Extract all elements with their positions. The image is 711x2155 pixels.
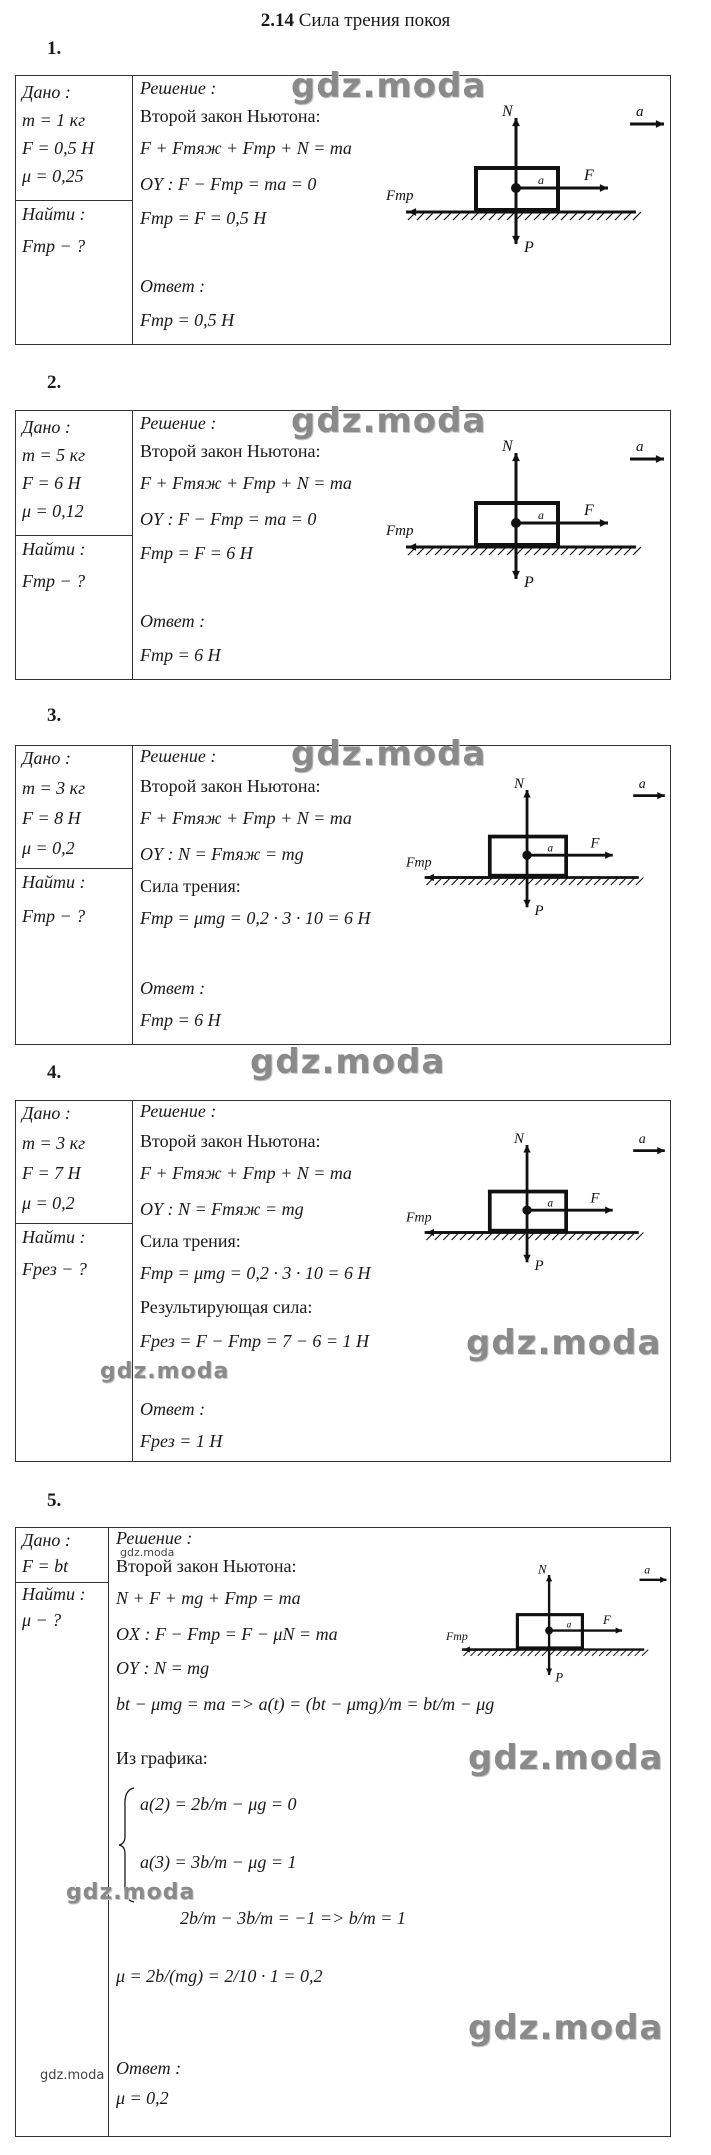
applied-force-arrow-head: [600, 184, 608, 192]
find-divider: [16, 868, 132, 869]
center-of-mass: [522, 851, 531, 860]
applied-force-label: F: [584, 502, 594, 519]
weight-arrow-head: [523, 1255, 530, 1263]
solution-line: Fтр = F = 6 Н: [140, 543, 253, 563]
problem-5-label: 5.: [47, 1490, 62, 1511]
solution-line: Второй закон Ньютона:: [140, 1131, 321, 1151]
given-head: Дано :: [22, 82, 71, 102]
acceleration-arrow-head: [657, 1147, 665, 1154]
weight-label: P: [534, 902, 544, 919]
normal-force-arrow-head: [523, 790, 530, 798]
applied-force-label: F: [590, 1190, 600, 1207]
friction-force-label: Fтр: [386, 523, 414, 539]
friction-force-label: Fтр: [406, 855, 432, 871]
given-line: m = 3 кг: [22, 778, 86, 798]
solution-line: N + F + mg + Fтр = ma: [116, 1588, 301, 1608]
watermark: gdz.moda: [468, 1738, 664, 1778]
acceleration-label: a: [636, 439, 644, 455]
solution-line: Сила трения:: [140, 876, 241, 896]
watermark: gdz.moda: [468, 2008, 664, 2048]
solution-line: a(2) = 2b/m − μg = 0: [140, 1794, 297, 1814]
acceleration-label: a: [636, 104, 644, 120]
weight-label: P: [534, 1257, 544, 1274]
solution-line: OX : F − Fтр = F − μN = ma: [116, 1624, 338, 1644]
find-divider: [16, 200, 132, 201]
normal-force-label: N: [514, 1131, 524, 1148]
applied-force-arrow-head: [605, 852, 613, 859]
given-line: μ = 0,2: [22, 1193, 75, 1213]
solution-line: F + Fтяж + Fтр + N = ma: [140, 1163, 352, 1183]
block-acceleration-label: a: [566, 1620, 572, 1631]
given-column: [16, 1528, 109, 2136]
find-line: μ − ?: [22, 1610, 62, 1630]
solution-line: OY : F − Fтр = ma = 0: [140, 174, 317, 194]
solution-line: Fтр = μmg = 0,2 · 3 · 10 = 6 Н: [140, 1263, 371, 1283]
friction-force-label: Fтр: [406, 1210, 432, 1226]
solution-head: Решение :: [140, 78, 217, 98]
weight-arrow-head: [512, 236, 520, 244]
block-acceleration-label: a: [547, 842, 554, 855]
solution-line: a(3) = 3b/m − μg = 1: [140, 1852, 297, 1872]
given-line: μ = 0,2: [22, 838, 75, 858]
solution-head: Решение :: [140, 1101, 217, 1121]
answer-head: Ответ :: [140, 1399, 206, 1419]
watermark: gdz.moda: [100, 1359, 230, 1384]
solution-line: OY : N = mg: [116, 1658, 210, 1678]
center-of-mass: [511, 518, 521, 528]
solution-line: Из графика:: [116, 1748, 208, 1768]
given-column: [16, 411, 133, 679]
friction-force-arrow-head: [426, 874, 434, 881]
find-line: Fтр − ?: [22, 571, 86, 591]
answer-value: μ = 0,2: [116, 2088, 169, 2108]
applied-force-arrow-head: [600, 519, 608, 527]
find-head: Найти :: [22, 539, 86, 559]
weight-arrow-head: [512, 571, 520, 579]
normal-force-label: N: [502, 103, 513, 120]
force-diagram: [406, 1119, 676, 1279]
find-head: Найти :: [22, 1584, 86, 1604]
center-of-mass: [511, 183, 521, 193]
weight-label: P: [555, 1670, 564, 1685]
solution-line: Второй закон Ньютона:: [140, 441, 321, 461]
solution-head: Решение :: [140, 746, 217, 766]
solution-line: μ = 2b/(mg) = 2/10 · 1 = 0,2: [116, 1966, 323, 1986]
force-diagram-group: [386, 103, 664, 256]
problem-1-box: [15, 66, 671, 345]
given-head: Дано :: [22, 1530, 71, 1550]
friction-force-arrow-head: [408, 208, 416, 216]
answer-head: Ответ :: [140, 978, 206, 998]
watermark: gdz.moda: [291, 66, 487, 106]
answer-head: Ответ :: [116, 2058, 182, 2078]
normal-force-arrow-head: [546, 1575, 552, 1581]
solution-line: Второй закон Ньютона:: [140, 106, 321, 126]
given-line: μ = 0,25: [22, 166, 84, 186]
answer-value: Fрез = 1 Н: [140, 1431, 223, 1451]
watermark: gdz.moda: [291, 401, 487, 441]
watermark: gdz.moda: [66, 1880, 196, 1905]
given-line: m = 1 кг: [22, 110, 86, 130]
solution-line: Fтр = F = 0,5 Н: [140, 208, 267, 228]
acceleration-arrow-head: [657, 792, 665, 799]
given-line: μ = 0,12: [22, 501, 84, 521]
force-diagram-group: [406, 776, 665, 919]
find-divider: [16, 1223, 132, 1224]
friction-force-arrow-head: [408, 543, 416, 551]
find-line: Fтр − ?: [22, 236, 86, 256]
acceleration-label: a: [644, 1562, 651, 1577]
watermark: gdz.moda: [466, 1323, 662, 1363]
weight-arrow-head: [523, 900, 530, 908]
center-of-mass: [545, 1627, 553, 1635]
answer-value: Fтр = 6 Н: [140, 1010, 221, 1030]
given-column: [16, 76, 133, 344]
given-head: Дано :: [22, 1103, 71, 1123]
solution-line: Второй закон Ньютона:: [140, 776, 321, 796]
friction-force-arrow-head: [426, 1229, 434, 1236]
problem-4-box: [15, 1100, 671, 1462]
weight-label: P: [524, 239, 534, 256]
given-column: [16, 746, 133, 1044]
normal-force-label: N: [502, 438, 513, 455]
problem-1-label: 1.: [47, 38, 62, 59]
find-head: Найти :: [22, 1227, 86, 1247]
answer-value: Fтр = 0,5 Н: [140, 310, 235, 330]
find-divider: [16, 1582, 108, 1583]
watermark: gdz.moda: [120, 1546, 175, 1559]
applied-force-label: F: [584, 167, 594, 184]
answer-value: Fтр = 6 Н: [140, 645, 221, 665]
problem-5-box: [15, 1527, 671, 2137]
given-line: F = bt: [22, 1556, 69, 1576]
problem-4-label: 4.: [47, 1062, 62, 1083]
solution-line: Fтр = μmg = 0,2 · 3 · 10 = 6 Н: [140, 908, 371, 928]
find-head: Найти :: [22, 204, 86, 224]
weight-arrow-head: [546, 1669, 552, 1675]
given-line: F = 7 Н: [22, 1163, 81, 1183]
solution-line: F + Fтяж + Fтр + N = ma: [140, 138, 352, 158]
problem-2-label: 2.: [47, 372, 62, 393]
solution-line: 2b/m − 3b/m = −1 => b/m = 1: [180, 1908, 406, 1928]
block-acceleration-label: a: [538, 173, 544, 187]
friction-force-label: Fтр: [386, 188, 414, 204]
solution-line: Fрез = F − Fтр = 7 − 6 = 1 Н: [140, 1331, 369, 1351]
solution-line: OY : N = Fтяж = mg: [140, 1199, 304, 1219]
find-head: Найти :: [22, 872, 86, 892]
normal-force-label: N: [514, 776, 524, 793]
acceleration-arrow-head: [660, 1577, 666, 1583]
acceleration-arrow-head: [656, 120, 664, 128]
acceleration-label: a: [638, 777, 646, 793]
problem-3-label: 3.: [47, 705, 62, 726]
solution-line: OY : N = Fтяж = mg: [140, 844, 304, 864]
page-title: 2.14 Сила трения покоя: [260, 10, 451, 31]
answer-head: Ответ :: [140, 276, 206, 296]
friction-force-label: Fтр: [446, 1629, 468, 1644]
given-line: m = 3 кг: [22, 1133, 86, 1153]
given-line: m = 5 кг: [22, 445, 86, 465]
watermark: gdz.moda: [250, 1042, 446, 1082]
problem-3-box: [15, 734, 671, 1045]
given-line: F = 6 Н: [22, 473, 81, 493]
answer-head: Ответ :: [140, 611, 206, 631]
solution-line: F + Fтяж + Fтр + N = ma: [140, 473, 352, 493]
solution-line: OY : F − Fтр = ma = 0: [140, 509, 317, 529]
normal-force-arrow-head: [512, 453, 520, 461]
solution-line: Результирующая сила:: [140, 1297, 313, 1317]
applied-force-label: F: [590, 835, 600, 852]
solution-head: Решение :: [116, 1528, 193, 1548]
given-head: Дано :: [22, 748, 71, 768]
find-line: Fтр − ?: [22, 906, 86, 926]
watermark: gdz.moda: [291, 734, 487, 774]
given-column: [16, 1101, 133, 1461]
solution-line: bt − μmg = ma => a(t) = (bt − μmg)/m = bt/m − μg: [116, 1694, 495, 1714]
block-acceleration-label: a: [547, 1197, 554, 1210]
watermark: gdz.moda: [40, 2068, 105, 2083]
given-head: Дано :: [22, 417, 71, 437]
applied-force-arrow-head: [616, 1627, 622, 1633]
acceleration-label: a: [638, 1132, 646, 1148]
given-line: F = 8 Н: [22, 808, 81, 828]
applied-force-label: F: [603, 1613, 611, 1628]
weight-label: P: [524, 574, 534, 591]
normal-force-arrow-head: [523, 1145, 530, 1153]
center-of-mass: [522, 1206, 531, 1215]
normal-force-arrow-head: [512, 118, 520, 126]
force-diagram-group: [406, 1131, 665, 1274]
solution-line: F + Fтяж + Fтр + N = ma: [140, 808, 352, 828]
solution-head: Решение :: [140, 413, 217, 433]
applied-force-arrow-head: [605, 1207, 613, 1214]
force-diagram: [446, 1546, 676, 1696]
find-divider: [16, 535, 132, 536]
problem-2-box: [15, 401, 671, 680]
force-diagram-group: [386, 438, 664, 591]
force-diagram: [386, 96, 676, 256]
solution-line: Второй закон Ньютона:: [116, 1556, 297, 1576]
acceleration-arrow-head: [656, 455, 664, 463]
find-line: Fрез − ?: [22, 1259, 87, 1279]
block-acceleration-label: a: [538, 508, 544, 522]
friction-force-arrow-head: [463, 1646, 469, 1652]
force-diagram-group: [446, 1562, 666, 1684]
force-diagram: [386, 431, 676, 591]
force-diagram: [406, 764, 676, 924]
solution-line: Сила трения:: [140, 1231, 241, 1251]
given-line: F = 0,5 Н: [22, 138, 95, 158]
normal-force-label: N: [538, 1562, 547, 1577]
